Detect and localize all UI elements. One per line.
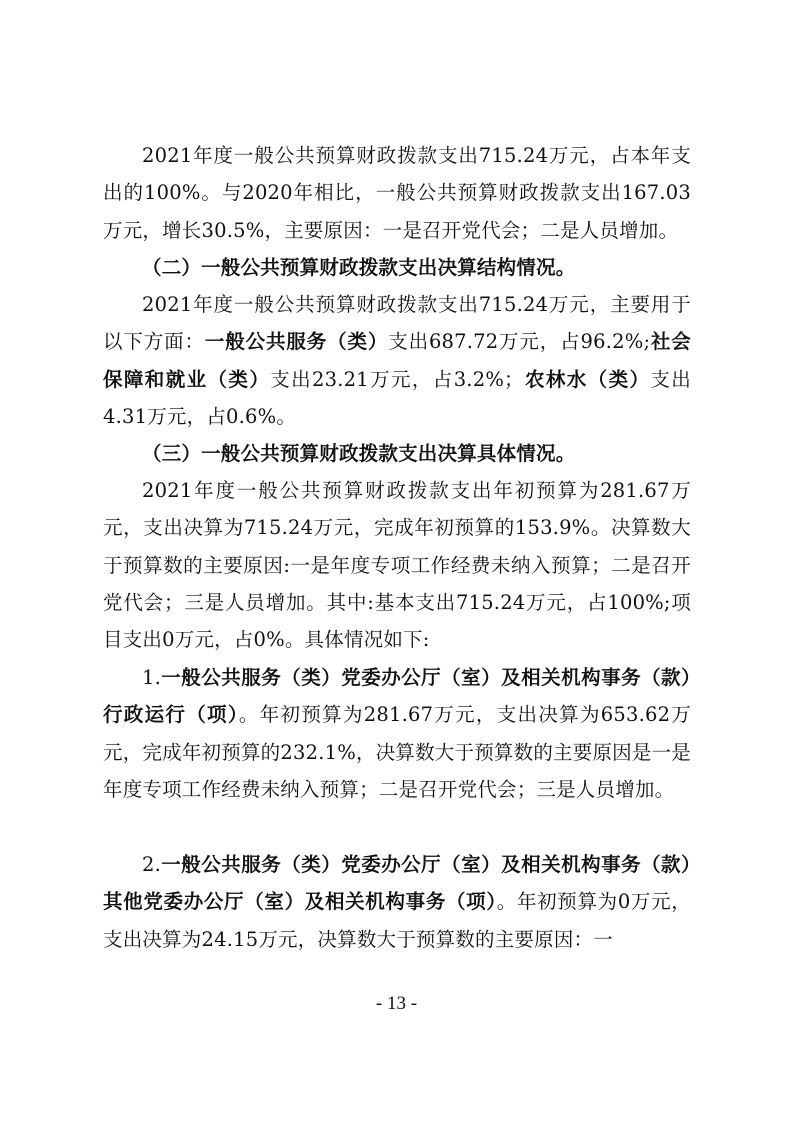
item-administrative-operation [103,659,691,808]
category-general-public-services-amount: 支出687.72万元，占96.2%; [388,330,651,354]
section-heading-structure: （二）一般公共预算财政拨款支出决算结构情况。 [142,256,576,279]
item-number: 1. [142,666,162,689]
paragraph-structure [103,286,691,435]
section-heading-details: （三）一般公共预算财政拨款支出决算具体情况。 [142,442,576,465]
category-social-security-amount: 支出23.21万元，占3.2%； [270,367,524,391]
item-body: 。年初预算为0万元，支出决算为24.15万元，决算数大于预算数的主要原因：一 [103,890,691,951]
category-agriculture: 农林水（类） [523,367,651,391]
category-agriculture-amount: 支出4.31万元，占0.6%。 [103,367,691,428]
item-title: 一般公共服务（类）党委办公厅（室）及相关机构事务（款）其他党委办公厅（室）及相关机构事务（项） [103,853,691,914]
item-number: 2. [142,853,162,876]
category-general-public-services: 一般公共服务（类） [204,330,389,354]
structure-intro: 2021年度一般公共预算财政拨款支出715.24万元，主要用于以下方面： [103,293,691,354]
page-number: - 13 - [375,993,418,1014]
paragraph-details: 2021年度一般公共预算财政拨款支出年初预算为281.67万元，支出决算为715.24万元，完成年初预算的153.9%。决算数大于预算数的主要原因:一是年度专项工作经费未纳入预算；二是召开党代会；三是人员增加。其中:基本支出715.24万元，占100%;项目支出0万元，占0%。具体情况如下: [103,479,691,652]
category-social-security: 社会保障和就业（类） [103,330,691,391]
item-body: 。年初预算为281.67万元，支出决算为653.62万元，完成年初预算的232.1%，决算数大于预算数的主要原因是一是年度专项工作经费未纳入预算；二是召开党代会；三是人员增加。 [103,703,691,801]
item-title: 一般公共服务（类）党委办公厅（室）及相关机构事务（款）行政运行（项） [103,666,691,727]
item-other-party-office [103,846,691,958]
paragraph-expenditure-total: 2021年度一般公共预算财政拨款支出715.24万元，占本年支出的100%。与2020年相比，一般公共预算财政拨款支出167.03万元，增长30.5%，主要原因：一是召开党代会；二是人员增加。 [103,144,691,242]
